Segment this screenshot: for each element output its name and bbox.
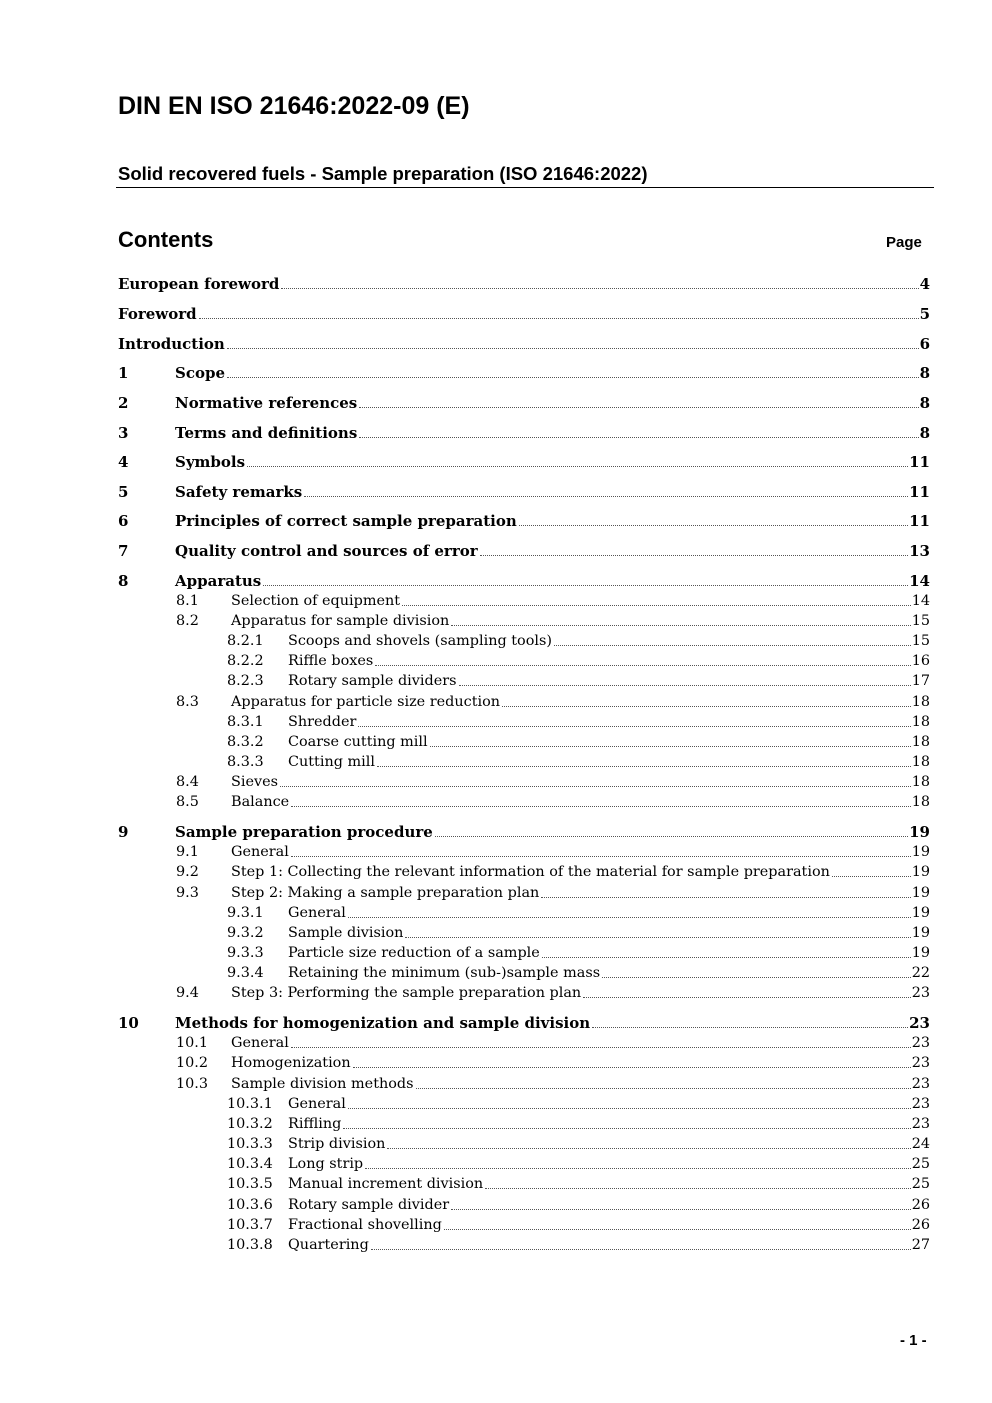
toc-entry-page: 26 <box>911 1217 930 1233</box>
toc-entry-number: 9 <box>118 823 129 841</box>
toc-entry-page: 25 <box>911 1156 930 1172</box>
toc-entry[interactable] <box>0 983 992 1003</box>
toc-entry[interactable] <box>0 1074 992 1094</box>
toc-entry-page: 8 <box>919 364 930 382</box>
toc-entry-label: Balance <box>231 794 290 810</box>
toc-leader-dots <box>304 496 908 497</box>
toc-entry-page: 15 <box>911 633 930 649</box>
toc-entry-label: Principles of correct sample preparation <box>175 512 517 530</box>
toc-entry-page: 18 <box>911 754 930 770</box>
toc-entry[interactable] <box>0 611 992 631</box>
toc-entry[interactable] <box>0 1053 992 1073</box>
contents-heading: Contents <box>118 227 214 252</box>
toc-entry-label: Terms and definitions <box>175 424 358 442</box>
toc-entry-body <box>288 1154 930 1174</box>
toc-entry-number: 1 <box>118 364 129 382</box>
toc-entry[interactable] <box>0 274 992 294</box>
toc-entry-number: 8.2.1 <box>227 633 264 649</box>
toc-entry-number: 10.2 <box>176 1055 209 1071</box>
toc-entry-body <box>231 591 930 611</box>
toc-entry[interactable] <box>0 792 992 812</box>
page-column-heading: Page <box>886 234 922 251</box>
toc-entry-page: 4 <box>919 275 930 293</box>
toc-entry-number: 9.1 <box>176 844 199 860</box>
toc-entry-page: 18 <box>911 774 930 790</box>
toc-entry-label: Foreword <box>118 305 197 323</box>
toc-entry-number: 7 <box>118 542 129 560</box>
toc-entry-label: Sieves <box>231 774 279 790</box>
toc-entry[interactable] <box>0 304 992 324</box>
toc-entry-number: 6 <box>118 512 129 530</box>
toc-entry-number: 10.3 <box>176 1076 209 1092</box>
toc-entry-page: 16 <box>911 653 930 669</box>
toc-entry-body <box>288 1195 930 1215</box>
toc-entry[interactable] <box>0 1114 992 1134</box>
toc-entry-page: 23 <box>911 1076 930 1092</box>
toc-entry[interactable] <box>0 822 992 842</box>
toc-entry-number: 8.3.2 <box>227 734 264 750</box>
toc-entry-body <box>175 822 930 842</box>
toc-entry-body <box>231 883 930 903</box>
toc-entry-label: Step 2: Making a sample preparation plan <box>231 885 540 901</box>
toc-leader-dots <box>199 318 919 319</box>
toc-entry-body <box>175 363 930 383</box>
toc-entry-page: 6 <box>919 335 930 353</box>
toc-entry-number: 8.3 <box>176 694 199 710</box>
toc-entry-body <box>231 1074 930 1094</box>
toc-entry-body <box>118 304 930 324</box>
toc-entry-label: Introduction <box>118 335 225 353</box>
toc-entry[interactable] <box>0 452 992 472</box>
toc-entry-number: 5 <box>118 483 129 501</box>
toc-leader-dots <box>359 437 918 438</box>
toc-entry[interactable] <box>0 1215 992 1235</box>
toc-entry-label: Riffling <box>288 1116 342 1132</box>
toc-leader-dots <box>459 685 911 686</box>
toc-entry-page: 24 <box>911 1136 930 1152</box>
toc-entry-number: 8.1 <box>176 593 199 609</box>
toc-leader-dots <box>227 348 919 349</box>
toc-entry[interactable] <box>0 511 992 531</box>
toc-leader-dots <box>402 605 911 606</box>
toc-entry-number: 4 <box>118 453 129 471</box>
toc-entry[interactable] <box>0 423 992 443</box>
toc-entry-number: 10.3.3 <box>227 1136 273 1152</box>
toc-entry-body <box>231 1033 930 1053</box>
toc-leader-dots <box>444 1229 911 1230</box>
toc-entry-page: 18 <box>911 734 930 750</box>
toc-entry-body <box>288 903 930 923</box>
toc-entry[interactable] <box>0 883 992 903</box>
toc-leader-dots <box>502 706 911 707</box>
toc-entry-number: 9.3.4 <box>227 965 264 981</box>
toc-entry[interactable] <box>0 923 992 943</box>
toc-entry-number: 10.3.2 <box>227 1116 273 1132</box>
toc-entry-page: 14 <box>911 593 930 609</box>
toc-entry-label: Scope <box>175 364 226 382</box>
toc-entry-number: 8.2.3 <box>227 673 264 689</box>
toc-entry-label: Sample division methods <box>231 1076 414 1092</box>
toc-leader-dots <box>541 897 910 898</box>
toc-entry-page: 23 <box>911 985 930 1001</box>
toc-entry-body <box>231 611 930 631</box>
toc-entry-page: 23 <box>909 1014 930 1032</box>
toc-entry-body <box>288 943 930 963</box>
toc-entry-page: 14 <box>909 572 930 590</box>
toc-entry[interactable] <box>0 692 992 712</box>
toc-leader-dots <box>247 466 908 467</box>
toc-leader-dots <box>358 726 910 727</box>
toc-leader-dots <box>416 1088 911 1089</box>
toc-entry-page: 23 <box>911 1096 930 1112</box>
toc-entry-body <box>288 1134 930 1154</box>
toc-entry-number: 9.3.3 <box>227 945 264 961</box>
toc-entry[interactable] <box>0 963 992 983</box>
toc-entry-page: 18 <box>911 714 930 730</box>
toc-entry[interactable] <box>0 903 992 923</box>
toc-entry-body <box>288 712 930 732</box>
toc-entry-body <box>175 482 930 502</box>
toc-entry-body <box>231 692 930 712</box>
toc-entry-label: Strip division <box>288 1136 386 1152</box>
toc-entry-number: 10.3.5 <box>227 1176 273 1192</box>
toc-entry-label: Sample division <box>288 925 404 941</box>
toc-entry-number: 8.3.1 <box>227 714 264 730</box>
toc-leader-dots <box>353 1067 911 1068</box>
document-subtitle: Solid recovered fuels - Sample preparation (ISO 21646:2022) <box>118 163 648 184</box>
toc-leader-dots <box>359 407 918 408</box>
toc-entry[interactable] <box>0 1013 992 1033</box>
toc-entry-page: 25 <box>911 1176 930 1192</box>
toc-entry[interactable] <box>0 1195 992 1215</box>
toc-entry-label: Shredder <box>288 714 357 730</box>
toc-entry-body <box>288 631 930 651</box>
toc-entry[interactable] <box>0 1134 992 1154</box>
toc-entry-number: 9.2 <box>176 864 199 880</box>
toc-entry-page: 19 <box>911 945 930 961</box>
toc-entry-label: Quality control and sources of error <box>175 542 478 560</box>
toc-entry-body <box>288 1114 930 1134</box>
toc-entry[interactable] <box>0 1094 992 1114</box>
toc-entry-number: 3 <box>118 424 129 442</box>
toc-leader-dots <box>371 1249 911 1250</box>
toc-entry-body <box>288 651 930 671</box>
toc-entry-body <box>118 274 930 294</box>
toc-entry-body <box>175 511 930 531</box>
toc-entry-body <box>288 1215 930 1235</box>
toc-leader-dots <box>542 957 911 958</box>
toc-entry-label: Retaining the minimum (sub-)sample mass <box>288 965 601 981</box>
toc-leader-dots <box>291 1047 911 1048</box>
toc-entry[interactable] <box>0 1154 992 1174</box>
toc-entry-body <box>231 792 930 812</box>
toc-entry-label: Symbols <box>175 453 246 471</box>
toc-entry-page: 15 <box>911 613 930 629</box>
toc-leader-dots <box>519 525 908 526</box>
toc-entry-number: 8.2.2 <box>227 653 264 669</box>
toc-entry-number: 10.3.6 <box>227 1197 273 1213</box>
toc-leader-dots <box>832 876 911 877</box>
toc-entry-body <box>288 1094 930 1114</box>
toc-entry-page: 23 <box>911 1116 930 1132</box>
toc-entry-page: 8 <box>919 394 930 412</box>
toc-entry[interactable] <box>0 631 992 651</box>
toc-entry-body <box>175 423 930 443</box>
toc-leader-dots <box>263 585 908 586</box>
toc-entry-page: 11 <box>909 483 930 501</box>
toc-entry-label: Coarse cutting mill <box>288 734 428 750</box>
toc-entry[interactable] <box>0 591 992 611</box>
toc-entry[interactable] <box>0 772 992 792</box>
toc-entry-label: Particle size reduction of a sample <box>288 945 540 961</box>
toc-entry[interactable] <box>0 1174 992 1194</box>
toc-entry[interactable] <box>0 732 992 752</box>
toc-entry-label: Step 3: Performing the sample preparation plan <box>231 985 582 1001</box>
toc-entry-number: 10.3.1 <box>227 1096 273 1112</box>
toc-entry-page: 11 <box>909 453 930 471</box>
toc-leader-dots <box>435 836 908 837</box>
toc-leader-dots <box>281 288 918 289</box>
toc-entry-label: Apparatus <box>175 572 262 590</box>
toc-entry[interactable] <box>0 752 992 772</box>
toc-entry-number: 10.3.8 <box>227 1237 273 1253</box>
toc-entry-page: 18 <box>911 794 930 810</box>
toc-leader-dots <box>348 917 911 918</box>
toc-entry-page: 5 <box>919 305 930 323</box>
toc-entry-page: 27 <box>911 1237 930 1253</box>
toc-entry-label: Scoops and shovels (sampling tools) <box>288 633 552 649</box>
toc-entry-label: Long strip <box>288 1156 364 1172</box>
toc-entry[interactable] <box>0 334 992 354</box>
toc-entry-label: Apparatus for sample division <box>231 613 450 629</box>
toc-entry[interactable] <box>0 862 992 882</box>
toc-entry-page: 19 <box>911 885 930 901</box>
toc-entry[interactable] <box>0 842 992 862</box>
toc-entry-number: 10.1 <box>176 1035 209 1051</box>
toc-entry-page: 19 <box>911 905 930 921</box>
toc-entry-label: General <box>231 1035 289 1051</box>
toc-entry-label: Rotary sample divider <box>288 1197 450 1213</box>
toc-entry[interactable] <box>0 363 992 383</box>
toc-entry-label: Fractional shovelling <box>288 1217 442 1233</box>
toc-leader-dots <box>583 997 910 998</box>
toc-leader-dots <box>291 856 911 857</box>
toc-entry-label: Cutting mill <box>288 754 375 770</box>
toc-entry[interactable] <box>0 393 992 413</box>
toc-entry-number: 10 <box>118 1014 139 1032</box>
toc-leader-dots <box>451 625 910 626</box>
toc-entry-body <box>231 1053 930 1073</box>
toc-entry-number: 8.2 <box>176 613 199 629</box>
toc-entry[interactable] <box>0 943 992 963</box>
toc-entry-label: General <box>288 1096 346 1112</box>
toc-entry-page: 19 <box>911 925 930 941</box>
toc-leader-dots <box>387 1148 910 1149</box>
toc-entry-page: 8 <box>919 424 930 442</box>
toc-entry-number: 10.3.7 <box>227 1217 273 1233</box>
toc-entry-body <box>175 571 930 591</box>
toc-entry-body <box>231 842 930 862</box>
toc-entry-number: 9.4 <box>176 985 199 1001</box>
toc-leader-dots <box>405 937 910 938</box>
toc-leader-dots <box>451 1209 911 1210</box>
toc-entry-page: 23 <box>911 1035 930 1051</box>
toc-entry-body <box>288 752 930 772</box>
toc-leader-dots <box>554 645 911 646</box>
toc-entry-label: Apparatus for particle size reduction <box>231 694 501 710</box>
toc-entry[interactable] <box>0 712 992 732</box>
toc-entry[interactable] <box>0 541 992 561</box>
toc-leader-dots <box>430 746 911 747</box>
toc-entry-body <box>288 732 930 752</box>
toc-leader-dots <box>365 1168 911 1169</box>
toc-entry[interactable] <box>0 1033 992 1053</box>
document-title: DIN EN ISO 21646:2022-09 (E) <box>118 92 470 120</box>
toc-entry-page: 19 <box>911 844 930 860</box>
toc-entry-label: Safety remarks <box>175 483 303 501</box>
toc-entry[interactable] <box>0 671 992 691</box>
toc-leader-dots <box>343 1128 910 1129</box>
toc-entry-label: Rotary sample dividers <box>288 673 457 689</box>
toc-entry-body <box>175 393 930 413</box>
toc-entry-body <box>288 1235 930 1255</box>
toc-entry-body <box>175 1013 930 1033</box>
toc-entry-body <box>118 334 930 354</box>
toc-leader-dots <box>592 1027 908 1028</box>
toc-entry-label: Riffle boxes <box>288 653 374 669</box>
toc-entry[interactable] <box>0 1235 992 1255</box>
toc-entry-number: 8.4 <box>176 774 199 790</box>
toc-entry-number: 8.5 <box>176 794 199 810</box>
toc-entry-body <box>288 1174 930 1194</box>
toc-entry-body <box>231 862 930 882</box>
toc-leader-dots <box>377 766 911 767</box>
footer-page-number: - 1 - <box>900 1332 927 1349</box>
toc-leader-dots <box>280 786 911 787</box>
toc-entry-page: 26 <box>911 1197 930 1213</box>
header-rule <box>116 187 934 188</box>
toc-entry[interactable] <box>0 571 992 591</box>
toc-entry-label: Methods for homogenization and sample division <box>175 1014 591 1032</box>
toc-entry-label: General <box>288 905 346 921</box>
toc-leader-dots <box>375 665 910 666</box>
toc-entry-page: 19 <box>911 864 930 880</box>
toc-entry-body <box>288 923 930 943</box>
toc-entry-number: 8 <box>118 572 129 590</box>
toc-entry-number: 10.3.4 <box>227 1156 273 1172</box>
toc-entry-label: Selection of equipment <box>231 593 401 609</box>
toc-entry-label: Step 1: Collecting the relevant information of the material for sample preparation <box>231 864 830 880</box>
toc-entry-number: 8.3.3 <box>227 754 264 770</box>
toc-entry-body <box>231 772 930 792</box>
toc-entry-page: 18 <box>911 694 930 710</box>
toc-leader-dots <box>227 377 919 378</box>
toc-entry-label: General <box>231 844 289 860</box>
toc-leader-dots <box>485 1188 911 1189</box>
toc-entry-body <box>175 452 930 472</box>
toc-entry-label: Manual increment division <box>288 1176 484 1192</box>
toc-entry-page: 13 <box>909 542 930 560</box>
toc-entry[interactable] <box>0 651 992 671</box>
toc-entry-body <box>288 671 930 691</box>
toc-leader-dots <box>291 806 911 807</box>
toc-entry-body <box>175 541 930 561</box>
toc-entry-page: 11 <box>909 512 930 530</box>
toc-entry-label: Normative references <box>175 394 358 412</box>
toc-entry-page: 17 <box>911 673 930 689</box>
toc-entry-page: 19 <box>909 823 930 841</box>
toc-entry-number: 9.3.1 <box>227 905 264 921</box>
toc-entry-page: 23 <box>911 1055 930 1071</box>
toc-leader-dots <box>602 977 911 978</box>
toc-entry-number: 9.3.2 <box>227 925 264 941</box>
toc-entry-label: Homogenization <box>231 1055 351 1071</box>
toc-entry-body <box>288 963 930 983</box>
toc-leader-dots <box>480 555 908 556</box>
toc-entry-label: European foreword <box>118 275 280 293</box>
toc-entry-number: 9.3 <box>176 885 199 901</box>
toc-entry-label: Sample preparation procedure <box>175 823 433 841</box>
toc-leader-dots <box>348 1108 911 1109</box>
toc-entry[interactable] <box>0 482 992 502</box>
toc-entry-label: Quartering <box>288 1237 369 1253</box>
toc-entry-number: 2 <box>118 394 129 412</box>
toc-entry-body <box>231 983 930 1003</box>
toc-entry-page: 22 <box>911 965 930 981</box>
